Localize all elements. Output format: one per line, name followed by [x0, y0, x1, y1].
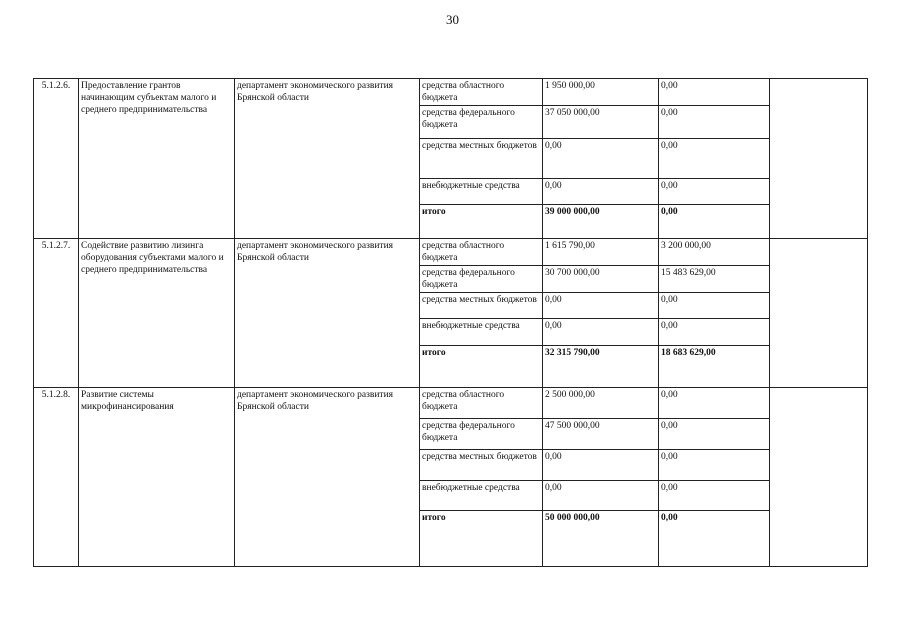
table-row — [34, 79, 868, 106]
value-cell: 1 615 790,00 — [543, 239, 659, 266]
value-cell: 15 483 629,00 — [659, 266, 770, 293]
source-label: средства областного бюджета — [420, 239, 543, 266]
total-label: итого — [420, 205, 543, 239]
executor: департамент экономического развития Брянской области — [235, 239, 420, 388]
page-number: 30 — [446, 12, 459, 27]
total-value: 39 000 000,00 — [543, 205, 659, 239]
empty-cell — [770, 79, 868, 239]
value-cell: 0,00 — [543, 179, 659, 205]
source-label: средства местных бюджетов — [420, 139, 543, 179]
executor: департамент экономического развития Брянской области — [235, 79, 420, 239]
value-cell: 0,00 — [543, 450, 659, 481]
empty-cell — [770, 239, 868, 388]
total-label: итого — [420, 346, 543, 388]
total-value: 50 000 000,00 — [543, 511, 659, 567]
source-label: внебюджетные средства — [420, 179, 543, 205]
value-cell: 0,00 — [543, 481, 659, 511]
total-label: итого — [420, 511, 543, 567]
value-cell: 0,00 — [543, 139, 659, 179]
source-label: средства местных бюджетов — [420, 293, 543, 319]
value-cell: 0,00 — [659, 79, 770, 106]
source-label: средства федерального бюджета — [420, 266, 543, 293]
value-cell: 0,00 — [543, 293, 659, 319]
total-value: 0,00 — [659, 205, 770, 239]
budget-table — [33, 78, 868, 567]
table-row — [34, 388, 868, 419]
measure-name: Предоставление грантов начинающим субъектам малого и среднего предпринимательства — [79, 79, 235, 239]
total-value: 18 683 629,00 — [659, 346, 770, 388]
table-row — [34, 239, 868, 266]
value-cell: 0,00 — [659, 450, 770, 481]
source-label: средства областного бюджета — [420, 79, 543, 106]
value-cell: 0,00 — [659, 106, 770, 139]
empty-cell — [770, 388, 868, 567]
value-cell: 0,00 — [543, 319, 659, 346]
value-cell: 0,00 — [659, 388, 770, 419]
value-cell: 47 500 000,00 — [543, 419, 659, 450]
total-value: 0,00 — [659, 511, 770, 567]
value-cell: 2 500 000,00 — [543, 388, 659, 419]
value-cell: 30 700 000,00 — [543, 266, 659, 293]
total-value: 32 315 790,00 — [543, 346, 659, 388]
source-label: внебюджетные средства — [420, 319, 543, 346]
source-label: внебюджетные средства — [420, 481, 543, 511]
value-cell: 0,00 — [659, 319, 770, 346]
value-cell: 0,00 — [659, 293, 770, 319]
row-code: 5.1.2.6. — [34, 79, 79, 239]
value-cell: 0,00 — [659, 481, 770, 511]
source-label: средства федерального бюджета — [420, 419, 543, 450]
source-label: средства местных бюджетов — [420, 450, 543, 481]
executor: департамент экономического развития Брянской области — [235, 388, 420, 567]
row-code: 5.1.2.7. — [34, 239, 79, 388]
value-cell: 37 050 000,00 — [543, 106, 659, 139]
value-cell: 0,00 — [659, 179, 770, 205]
row-code: 5.1.2.8. — [34, 388, 79, 567]
value-cell: 3 200 000,00 — [659, 239, 770, 266]
value-cell: 1 950 000,00 — [543, 79, 659, 106]
value-cell: 0,00 — [659, 139, 770, 179]
value-cell: 0,00 — [659, 419, 770, 450]
measure-name: Содействие развитию лизинга оборудования субъектами малого и среднего предпринимательства — [79, 239, 235, 388]
measure-name: Развитие системы микрофинансирования — [79, 388, 235, 567]
source-label: средства областного бюджета — [420, 388, 543, 419]
source-label: средства федерального бюджета — [420, 106, 543, 139]
